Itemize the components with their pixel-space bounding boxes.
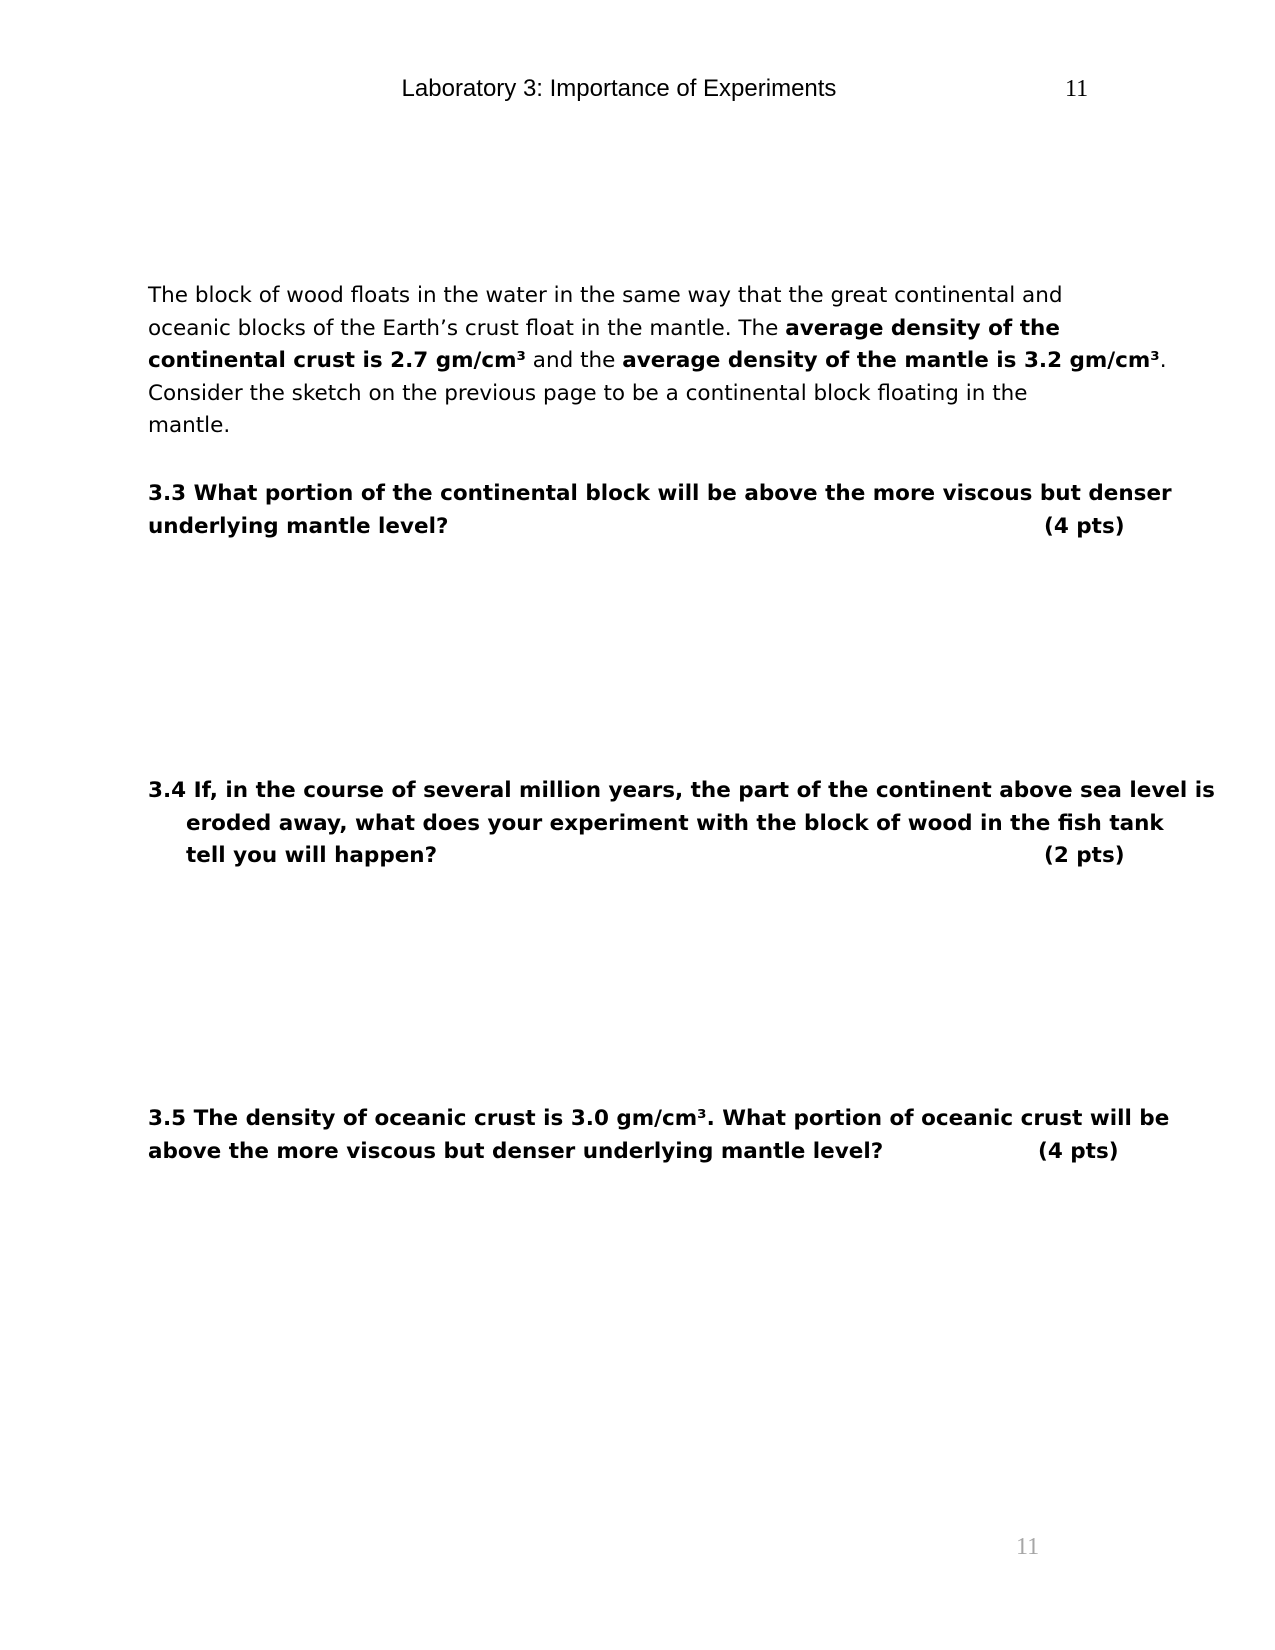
question-line: 3.4 If, in the course of several million years, the part of the continent above sea level is (148, 778, 1215, 803)
question-3-4 (148, 775, 1215, 873)
question-line: eroded away, what does your experiment with the block of wood in the fish tank (186, 810, 1164, 836)
question-line (148, 511, 1128, 544)
intro-text: . (1159, 348, 1167, 373)
intro-line: mantle. (148, 413, 231, 438)
intro-bold-text: average density of the (785, 315, 1060, 341)
question-points: (4 pts) (1038, 1138, 1119, 1164)
question-text: above the more viscous but denser underlying mantle level? (148, 1138, 884, 1164)
question-3-3 (148, 478, 1172, 543)
intro-line (148, 313, 1128, 346)
intro-bold-text: average density of the mantle is 3.2 gm/cm³ (622, 348, 1160, 373)
question-text: tell you will happen? (186, 843, 438, 868)
intro-line (148, 345, 1167, 378)
question-3-5 (148, 1103, 1170, 1168)
question-line: 3.3 What portion of the continental block will be above the more viscous but denser (148, 481, 1172, 506)
footer-page-number: 11 (1016, 1534, 1040, 1560)
question-line (148, 840, 1128, 873)
header-title: Laboratory 3: Importance of Experiments (401, 75, 837, 102)
intro-paragraph (148, 280, 1167, 443)
question-points: (2 pts) (1044, 843, 1125, 868)
question-points: (4 pts) (1044, 513, 1125, 539)
header-page-number: 11 (1065, 76, 1089, 102)
intro-text: oceanic blocks of the Earth’s crust float in the mantle. The (148, 315, 786, 341)
question-text: underlying mantle level? (148, 513, 449, 539)
intro-bold-text: continental crust is 2.7 gm/cm³ (148, 348, 526, 373)
intro-line: Consider the sketch on the previous page to be a continental block floating in the (148, 380, 1028, 406)
intro-text: and the (525, 348, 623, 373)
question-line: 3.5 The density of oceanic crust is 3.0 gm/cm³. What portion of oceanic crust will be (148, 1106, 1170, 1131)
question-line (148, 1136, 1128, 1169)
intro-line: The block of wood floats in the water in the same way that the great continental and (148, 283, 1063, 308)
